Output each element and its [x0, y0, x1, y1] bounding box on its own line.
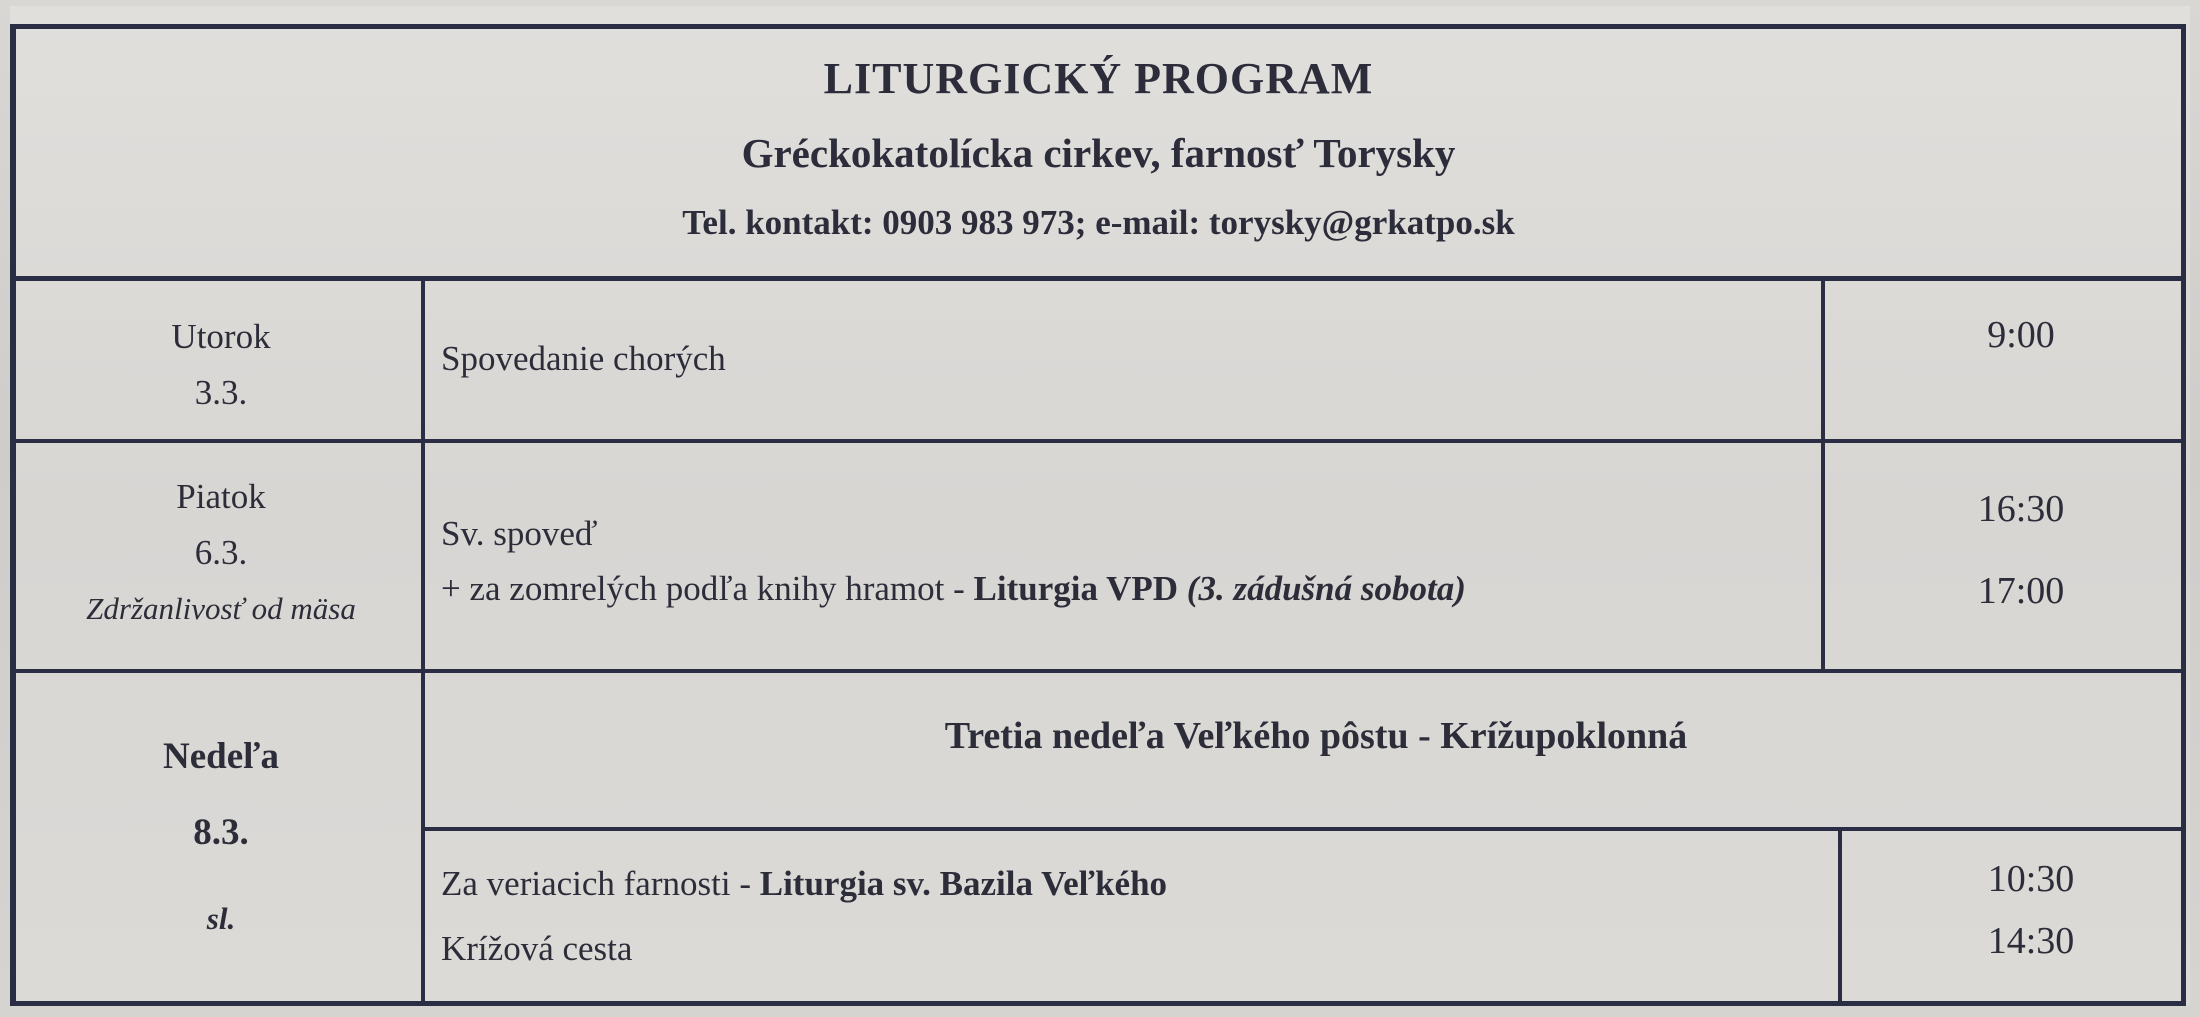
row-3-time-2: 14:30 — [1987, 920, 2075, 962]
schedule-frame — [10, 24, 2186, 1006]
contact-info: Tel. kontakt: 0903 983 973; e-mail: torysky@grkatpo.sk — [682, 203, 1515, 242]
day-name: Utorok — [171, 317, 271, 356]
row-2-time-2: 17:00 — [1977, 570, 2065, 612]
row-3-time-1: 10:30 — [1987, 858, 2075, 900]
page-title: LITURGICKÝ PROGRAM — [823, 54, 1374, 103]
event-liturgy: Liturgia VPD — [973, 569, 1179, 608]
day-note: sl. — [206, 901, 236, 936]
row-2-event-1: Sv. spoveď — [441, 514, 598, 553]
row-2-event-2 — [441, 559, 1466, 619]
schedule-sheet — [10, 6, 2190, 1006]
event-text: + za zomrelých podľa knihy hramot - — [441, 569, 974, 608]
day-name: Nedeľa — [163, 736, 279, 777]
row-1-event-1: Spovedanie chorých — [441, 339, 726, 378]
day-date: 6.3. — [194, 533, 248, 572]
event-text: Za veriacich farnosti - — [441, 864, 760, 903]
event-liturgy: Liturgia sv. Bazila Veľkého — [759, 864, 1168, 903]
day-name: Piatok — [176, 477, 266, 516]
divider-sunday-heading — [421, 827, 2186, 831]
divider-time-column-top — [1821, 277, 1825, 672]
row-3-day — [16, 729, 426, 947]
row-2-day — [16, 469, 426, 637]
divider-row-2 — [16, 669, 2186, 673]
row-3-event-1 — [441, 854, 1167, 914]
parish-name: Gréckokatolícka cirkev, farnosť Torysky — [741, 130, 1456, 176]
sunday-heading: Tretia nedeľa Veľkého pôstu - Krížupoklonná — [944, 715, 1688, 757]
event-note: (3. zádušná sobota) — [1178, 569, 1466, 608]
day-note: Zdržanlivosť od mäsa — [86, 591, 356, 626]
row-1-day — [16, 309, 426, 421]
row-3-event-2: Krížová cesta — [441, 929, 633, 968]
row-1-time-1: 9:00 — [1987, 314, 2055, 356]
divider-time-column-bottom — [1838, 829, 1842, 1005]
day-date: 8.3. — [193, 812, 249, 853]
divider-row-1 — [16, 439, 2186, 443]
header — [16, 29, 2181, 281]
day-date: 3.3. — [194, 373, 248, 412]
row-2-time-1: 16:30 — [1977, 488, 2065, 530]
